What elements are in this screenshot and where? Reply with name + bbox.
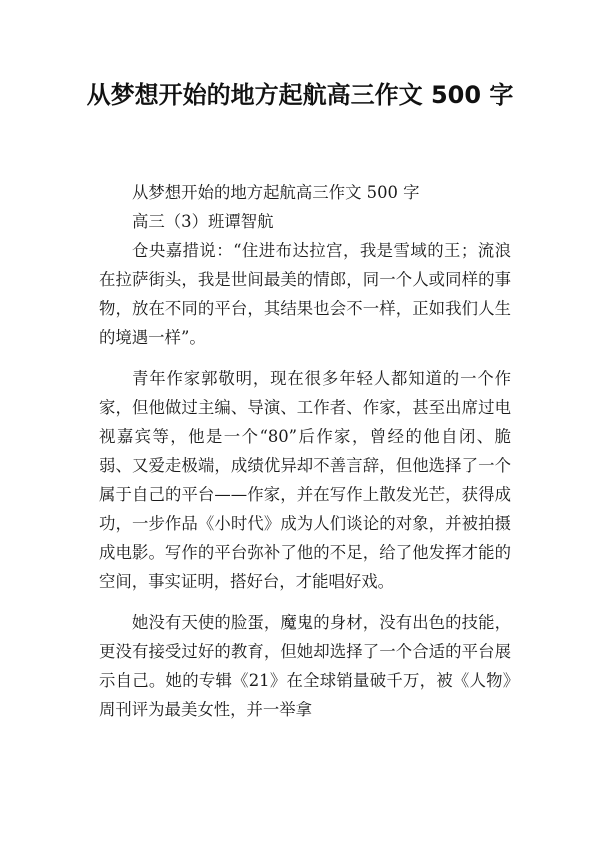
paragraph-3: 她没有天使的脸蛋，魔鬼的身材，没有出色的技能，更没有接受过好的教育，但她却选择了一个合适的平台展示自己。她的专辑《21》在全球销量破千万，被《人物》周刊评为最美女性，并一举拿: [99, 613, 511, 719]
paragraph-1: 仓央嘉措说：“住进布达拉宫，我是雪域的王；流浪在拉萨街头，我是世间最美的情郎，同一个人或同样的事物，放在不同的平台，其结果也会不一样，正如我们人生的境遇一样”。: [99, 241, 511, 347]
document-body: [99, 178, 511, 724]
document-title: 从梦想开始的地方起航高三作文 500 字: [86, 81, 514, 109]
essay-subtitle: 从梦想开始的地方起航高三作文 500 字: [132, 183, 420, 202]
author-line: 高三（3）班谭智航: [132, 212, 274, 231]
paragraph-2: 青年作家郭敬明，现在很多年轻人都知道的一个作家，但他做过主编、导演、工作者、作家，甚至出席过电视嘉宾等，他是一个“80”后作家，曾经的他自闭、脆弱、又爱走极端，成绩优异却不善言辞，但他选择了一个属于自己的平台——作家，并在写作上散发光芒，获得成功，一步作品《小时代》成为人们谈论的对象，并被拍摄成电影。写作的平台弥补了他的不足，给了他发挥才能的空间，事实证明，搭好台，才能唱好戏。: [99, 369, 511, 591]
